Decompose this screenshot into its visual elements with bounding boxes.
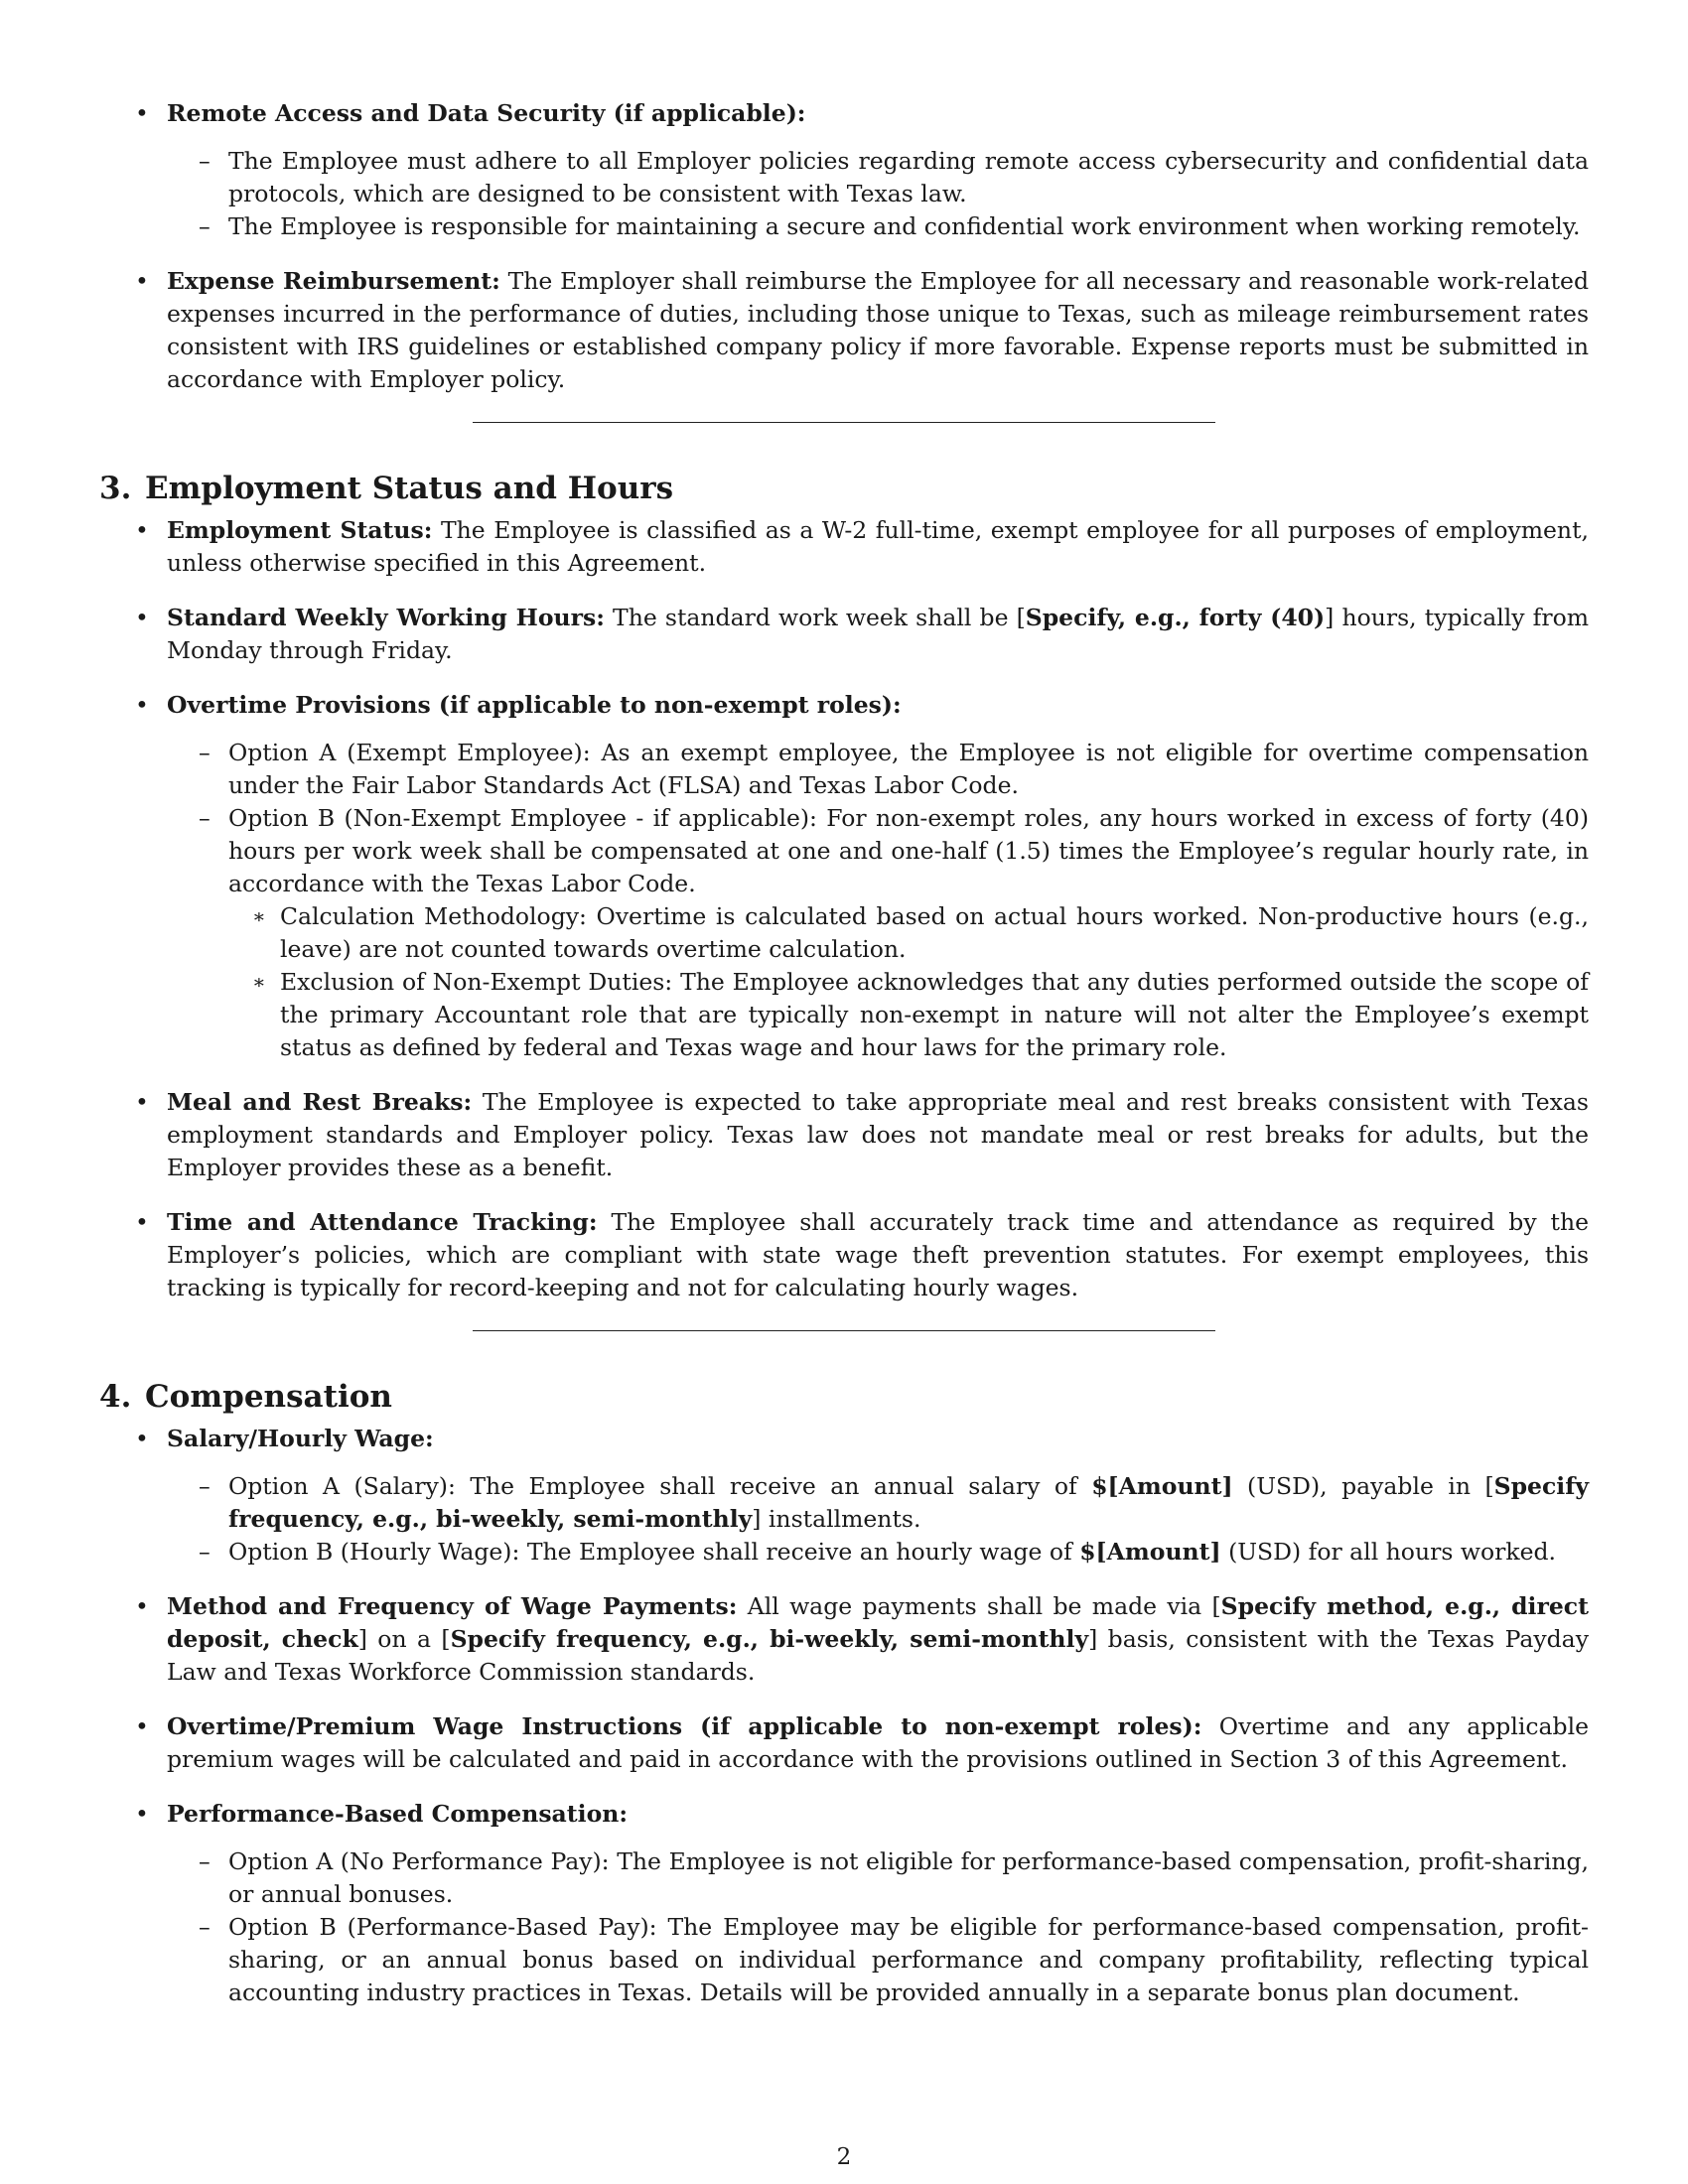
bullet-dot: •: [135, 691, 149, 719]
bullet-dot: •: [135, 1712, 149, 1740]
employment-status-text: The Employee is classified as a W-2 full-time, exempt employee for all purposes of employment, unless otherwise specified in this Agreement.: [167, 516, 1589, 577]
overtime-detail-item: ∗ Calculation Methodology: Overtime is calculated based on actual hours worked. Non-productive hours (e.g., leave) are not counted towards overtime calculation.: [252, 902, 1589, 963]
bullet-payment-method: • Method and Frequency of Wage Payments: All wage payments shall be made via [Specify method, e.g., direct deposit, check] on a [Specify frequency, e.g., bi-weekly, semi-monthly] basis, consistent with the Texas Payday Law and Texas Workforce Commission standards.: [135, 1592, 1589, 1686]
remote-access-sublist: [167, 145, 1589, 243]
dash-marker: –: [199, 1472, 211, 1500]
section-divider: [473, 1330, 1215, 1331]
bullet-salary-wage: [99, 1423, 1589, 1569]
remote-access-heading: Remote Access and Data Security (if applicable):: [167, 99, 806, 127]
section-divider: [473, 422, 1215, 423]
bullet-dot: •: [135, 1208, 149, 1236]
bullet-overtime-provisions: [99, 689, 1589, 1064]
overtime-option-b: – Option B (Non-Exempt Employee - if applicable): For non-exempt roles, any hours worked in excess of forty (40) hours per work week shall be compensated at one and one-half (1.5) times the Employee’s regular hourly rate, in accordance with the Texas Labor Code. ∗ Calculation Methodology: Overtime is calculated based on actual hours worked. Non-productive hours (e.g., leave) are not counted towards overtime calculation. ∗ Exclusion of Non-Exempt Duties: The Employee acknowledges that any duties performed outside the scope of the primary Accountant role that are typically non-exempt in nature will not alter the Employee’s exempt status as defined by federal and Texas wage and hour laws for the primary role.: [167, 802, 1589, 1064]
performance-option-b: – Option B (Performance-Based Pay): The Employee may be eligible for performance-based compensation, profit-sharing, or an annual bonus based on individual performance and company profitability, reflecting typical accounting industry practices in Texas. Details will be provided annually in a separate bonus plan document.: [199, 1913, 1589, 2006]
performance-heading: Performance-Based Compensation:: [167, 1800, 628, 1828]
bullet-time-attendance: [99, 1206, 1589, 1304]
premium-text: Overtime and any applicable premium wages will be calculated and paid in accordance with the provisions outlined in Section 3 of this Agreement.: [167, 1712, 1589, 1773]
time-text: The Employee shall accurately track time and attendance as required by the Employer’s policies, which are compliant with state wage theft prevention statutes. For exempt employees, this tracking is typically for record-keeping and not for calculating hourly wages.: [167, 1208, 1589, 1301]
bullet-weekly-hours: • Standard Weekly Working Hours: The standard work week shall be [Specify, e.g., forty (40)] hours, typically from Monday through Friday.: [135, 604, 1590, 664]
bullet-premium-wage: [99, 1710, 1589, 1776]
dash-marker: –: [199, 1538, 211, 1566]
salary-option-a: – Option A (Salary): The Employee shall receive an annual salary of $[Amount] (USD), payable in [Specify frequency, e.g., bi-weekly, semi-monthly] installments.: [199, 1472, 1589, 1533]
overtime-subsublist: [228, 900, 1589, 1064]
remote-access-item: – The Employee must adhere to all Employer policies regarding remote access cybersecurity and confidential data protocols, which are designed to be consistent with Texas law.: [199, 147, 1589, 207]
section-4-heading: 4. Compensation: [99, 1379, 392, 1415]
meal-label: Meal and Rest Breaks:: [167, 1088, 473, 1116]
bullet-dot: •: [135, 516, 149, 544]
bullet-dot: •: [135, 99, 149, 127]
asterisk-marker: ∗: [252, 904, 266, 928]
meal-text: The Employee is expected to take appropriate meal and rest breaks consistent with Texas employment standards and Employer policy. Texas law does not mandate meal or rest breaks for adults, but the Employer provides these as a benefit.: [167, 1088, 1589, 1181]
asterisk-marker: ∗: [252, 970, 266, 994]
dash-marker: –: [199, 147, 211, 175]
salary-sublist: [167, 1470, 1589, 1569]
page-content: [99, 97, 1589, 2031]
dash-marker: –: [199, 739, 211, 766]
bullet-dot: •: [135, 1592, 149, 1620]
premium-label: Overtime/Premium Wage Instructions (if applicable to non-exempt roles):: [167, 1712, 1202, 1740]
bullet-dot: •: [135, 1088, 149, 1116]
section-3-heading: 3. Employment Status and Hours: [99, 471, 674, 506]
overtime-option-a: – Option A (Exempt Employee): As an exempt employee, the Employee is not eligible for overtime compensation under the Fair Labor Standards Act (FLSA) and Texas Labor Code.: [199, 739, 1589, 799]
page-number: 2: [836, 2144, 852, 2170]
weekly-hours-placeholder: Specify, e.g., forty (40): [1025, 604, 1326, 631]
overtime-sublist: [167, 737, 1589, 1064]
bullet-remote-access: [99, 97, 1589, 243]
method-label: Method and Frequency of Wage Payments:: [167, 1592, 738, 1620]
expense-label: Expense Reimbursement:: [167, 267, 500, 295]
remote-access-item: – The Employee is responsible for maintaining a secure and confidential work environment when working remotely.: [167, 210, 1589, 243]
dash-marker: –: [199, 804, 211, 832]
salary-option-b: – Option B (Hourly Wage): The Employee shall receive an hourly wage of $[Amount] (USD) for all hours worked.: [167, 1536, 1589, 1569]
bullet-dot: •: [135, 604, 149, 631]
overtime-detail-item: ∗ Exclusion of Non-Exempt Duties: The Employee acknowledges that any duties performed outside the scope of the primary Accountant role that are typically non-exempt in nature will not alter the Employee’s exempt status as defined by federal and Texas wage and hour laws for the primary role.: [252, 968, 1589, 1061]
overtime-heading: Overtime Provisions (if applicable to non-exempt roles):: [167, 691, 902, 719]
dash-marker: –: [199, 212, 211, 240]
bullet-dot: •: [135, 267, 149, 295]
bullet-dot: •: [135, 1800, 149, 1828]
bullet-employment-status: [99, 514, 1589, 580]
performance-sublist: [167, 1845, 1589, 2009]
salary-heading: Salary/Hourly Wage:: [167, 1425, 434, 1452]
dash-marker: –: [199, 1847, 211, 1875]
expense-text: The Employer shall reimburse the Employee for all necessary and reasonable work-related expenses incurred in the performance of duties, including those unique to Texas, such as mileage reimbursement rates consistent with IRS guidelines or established company policy if more favorable. Expense reports must be submitted in accordance with Employer policy.: [167, 267, 1589, 393]
bullet-meal-rest-breaks: [99, 1086, 1589, 1184]
weekly-hours-label: Standard Weekly Working Hours:: [167, 604, 605, 631]
bullet-expense-reimbursement: [99, 265, 1589, 396]
bullet-performance-compensation: [99, 1798, 1589, 2009]
performance-option-a: – Option A (No Performance Pay): The Employee is not eligible for performance-based compensation, profit-sharing, or annual bonuses.: [199, 1847, 1589, 1908]
time-label: Time and Attendance Tracking:: [167, 1208, 598, 1236]
dash-marker: –: [199, 1913, 211, 1941]
employment-status-label: Employment Status:: [167, 516, 433, 544]
bullet-dot: •: [135, 1425, 149, 1452]
